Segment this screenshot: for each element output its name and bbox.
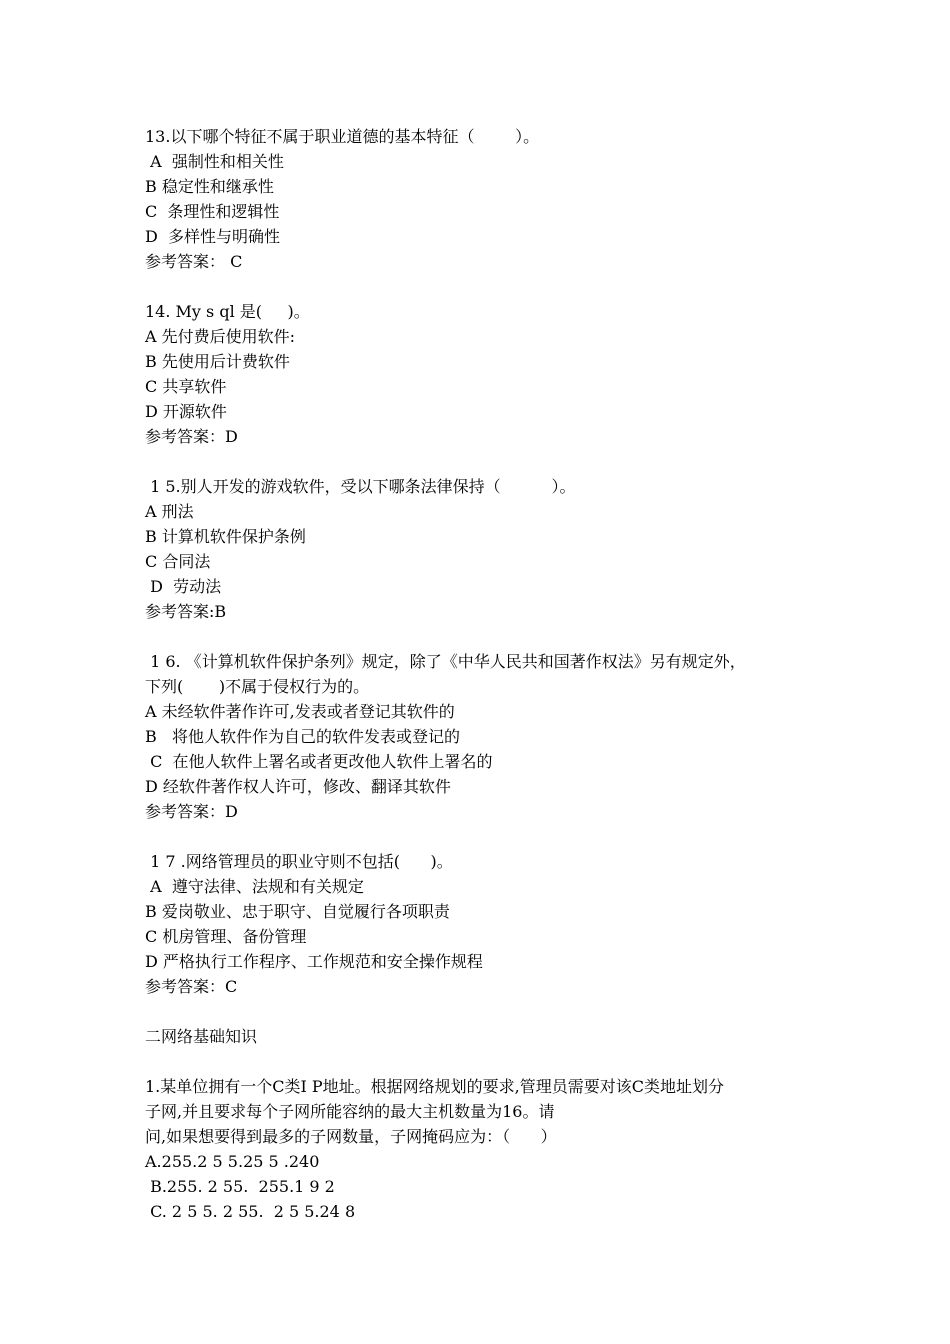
question-stem: 14. My s ql 是( )。 [145, 302, 310, 321]
question-16 [145, 649, 825, 824]
document-page [145, 124, 825, 1224]
option-d: D 多样性与明确性 [145, 227, 281, 246]
section2-question-1 [145, 1074, 825, 1224]
option-c: C 在他人软件上署名或者更改他人软件上署名的 [145, 752, 493, 771]
question-stem-continued: 子网,并且要求每个子网所能容纳的最大主机数量为16。请 [145, 1102, 555, 1121]
option-d: D 严格执行工作程序、工作规范和安全操作规程 [145, 952, 483, 971]
option-b: B 爱岗敬业、忠于职守、自觉履行各项职责 [145, 902, 450, 921]
reference-answer: 参考答案:B [145, 602, 227, 621]
option-c: C 合同法 [145, 552, 211, 571]
question-stem: 1 6. 《计算机软件保护条列》规定，除了《中华人民共和国著作权法》另有规定外， [145, 652, 746, 671]
option-a: A 先付费后使用软件: [145, 327, 296, 346]
option-b: B 先使用后计费软件 [145, 352, 290, 371]
option-b: B 计算机软件保护条例 [145, 527, 306, 546]
question-stem: 1.某单位拥有一个C类I P地址。根据网络规划的要求,管理员需要对该C类地址划分 [145, 1077, 725, 1096]
reference-answer: 参考答案：C [145, 977, 238, 996]
option-d: D 开源软件 [145, 402, 227, 421]
question-stem: 13.以下哪个特征不属于职业道德的基本特征（ ）。 [145, 127, 540, 146]
option-c: C 共享软件 [145, 377, 227, 396]
question-15 [145, 474, 825, 624]
option-a: A 未经软件著作许可,发表或者登记其软件的 [145, 702, 455, 721]
option-c: C 机房管理、备份管理 [145, 927, 307, 946]
option-a: A 刑法 [145, 502, 194, 521]
option-a: A 强制性和相关性 [145, 152, 284, 171]
option-b: B.255. 2 55. 255.1 9 2 [145, 1177, 335, 1196]
option-d: D 劳动法 [145, 577, 222, 596]
question-17 [145, 849, 825, 999]
option-c: C. 2 5 5. 2 55. 2 5 5.24 8 [145, 1202, 356, 1221]
question-stem: 1 7 .网络管理员的职业守则不包括( )。 [145, 852, 453, 871]
option-b: B 将他人软件作为自己的软件发表或登记的 [145, 727, 461, 746]
question-14 [145, 299, 825, 449]
option-d: D 经软件著作权人许可，修改、翻译其软件 [145, 777, 451, 796]
question-stem-continued: 下列( )不属于侵权行为的。 [145, 677, 370, 696]
question-13 [145, 124, 825, 274]
question-stem-continued: 问,如果想要得到最多的子网数量，子网掩码应为：（ ） [145, 1127, 557, 1146]
section-title: 二网络基础知识 [145, 1027, 258, 1046]
option-a: A.255.2 5 5.25 5 .240 [145, 1152, 320, 1171]
reference-answer: 参考答案：D [145, 427, 238, 446]
option-c: C 条理性和逻辑性 [145, 202, 280, 221]
reference-answer: 参考答案： C [145, 252, 243, 271]
option-a: A 遵守法律、法规和有关规定 [145, 877, 364, 896]
question-stem: 1 5.别人开发的游戏软件，受以下哪条法律保持（ ）。 [145, 477, 576, 496]
reference-answer: 参考答案：D [145, 802, 238, 821]
option-b: B 稳定性和继承性 [145, 177, 274, 196]
